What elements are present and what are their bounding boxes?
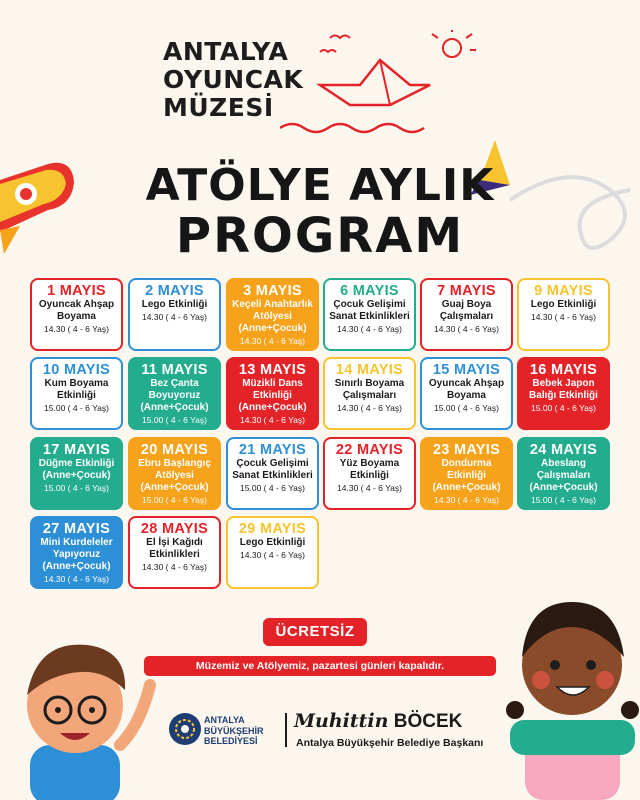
event-time: 15.00 ( 4 - 6 Yaş) [142, 415, 207, 425]
event-name: Çocuk Gelişimi Sanat Etkinlikleri [329, 299, 410, 322]
event-card [30, 278, 123, 351]
event-time: 14.30 ( 4 - 6 Yaş) [337, 403, 402, 413]
event-card [226, 437, 319, 510]
event-card [128, 437, 221, 510]
event-date: 16 MAYIS [529, 362, 598, 378]
museum-title-line: ANTALYA [163, 37, 289, 66]
event-card [226, 357, 319, 430]
event-card [128, 278, 221, 351]
event-date: 13 MAYIS [238, 362, 307, 378]
event-card [517, 437, 610, 510]
event-date: 2 MAYIS [145, 283, 204, 299]
mayor-title: Antalya Büyükşehir Belediye Başkanı [296, 737, 484, 749]
event-date: 1 MAYIS [47, 283, 106, 299]
logo-line: BELEDİYESİ [204, 736, 258, 746]
logo-line: BÜYÜKŞEHİR [204, 725, 264, 736]
event-name: Düğme Etkinliği (Anne+Çocuk) [38, 458, 115, 481]
event-card [30, 437, 123, 510]
event-name: Sınırlı Boyama Çalışmaları [334, 378, 405, 401]
event-date: 29 MAYIS [238, 521, 307, 537]
event-card [420, 437, 513, 510]
event-name: Müzikli Dans Etkinliği (Anne+Çocuk) [238, 378, 307, 413]
girl-illustration [505, 595, 640, 800]
event-time: 15.00 ( 4 - 6 Yaş) [44, 483, 109, 493]
free-badge: ÜCRETSİZ [263, 618, 367, 646]
event-date: 24 MAYIS [529, 442, 598, 458]
event-name: Mini Kurdeleler Yapıyoruz (Anne+Çocuk) [40, 537, 113, 572]
event-card [128, 357, 221, 430]
event-card [128, 516, 221, 589]
event-date: 27 MAYIS [42, 521, 111, 537]
event-date: 17 MAYIS [42, 442, 111, 458]
mayor-first-name: Muhittin [294, 710, 389, 732]
event-time: 14.30 ( 4 - 6 Yaş) [337, 324, 402, 334]
event-name: El İşi Kağıdı Etkinlikleri [146, 537, 203, 560]
museum-title-line: OYUNCAK [163, 65, 304, 94]
event-time: 15.00 ( 4 - 6 Yaş) [434, 403, 499, 413]
event-time: 14.30 ( 4 - 6 Yaş) [434, 495, 499, 505]
event-name: Bez Çanta Boyuyoruz (Anne+Çocuk) [140, 378, 209, 413]
event-date: 15 MAYIS [432, 362, 501, 378]
event-card [323, 278, 416, 351]
event-name: Bebek Japon Balığı Etkinliği [529, 378, 598, 401]
event-time: 15.00 ( 4 - 6 Yaş) [240, 483, 305, 493]
event-date: 6 MAYIS [340, 283, 399, 299]
event-time: 15.00 ( 4 - 6 Yaş) [531, 495, 596, 505]
event-name: Abeslang Çalışmaları (Anne+Çocuk) [529, 458, 598, 493]
mayor-name [294, 710, 462, 733]
logo-line: ANTALYA [204, 715, 245, 725]
municipality-logo-text [204, 715, 264, 747]
event-card [420, 278, 513, 351]
event-card [30, 357, 123, 430]
event-time: 14.30 ( 4 - 6 Yaş) [337, 483, 402, 493]
event-name: Dondurma Etkinliği (Anne+Çocuk) [432, 458, 501, 493]
event-date: 20 MAYIS [140, 442, 209, 458]
event-date: 10 MAYIS [42, 362, 111, 378]
event-date: 14 MAYIS [335, 362, 404, 378]
event-time: 14.30 ( 4 - 6 Yaş) [142, 312, 207, 322]
event-time: 14.30 ( 4 - 6 Yaş) [142, 562, 207, 572]
event-card [420, 357, 513, 430]
event-name: Lego Etkinliği [239, 537, 306, 548]
event-name: Çocuk Gelişimi Sanat Etkinlikleri [232, 458, 313, 481]
event-time: 14.30 ( 4 - 6 Yaş) [240, 415, 305, 425]
museum-title-line: MÜZESİ [163, 93, 274, 122]
event-name: Yüz Boyama Etkinliği [339, 458, 400, 481]
event-date: 11 MAYIS [141, 362, 208, 378]
event-time: 14.30 ( 4 - 6 Yaş) [531, 312, 596, 322]
event-card [323, 357, 416, 430]
event-card [226, 278, 319, 351]
page-title-line2: PROGRAM [175, 208, 465, 264]
event-name: Lego Etkinliği [141, 299, 208, 310]
event-card [517, 278, 610, 351]
event-date: 3 MAYIS [243, 283, 302, 299]
event-name: Ebru Başlangıç Atölyesi (Anne+Çocuk) [138, 458, 211, 493]
page-title-line1: ATÖLYE AYLIK [145, 160, 495, 211]
event-time: 14.30 ( 4 - 6 Yaş) [44, 574, 109, 584]
event-time: 14.30 ( 4 - 6 Yaş) [44, 324, 109, 334]
event-name: Guaj Boya Çalışmaları [439, 299, 494, 322]
page-title [0, 162, 640, 262]
event-card [30, 516, 123, 589]
event-date: 22 MAYIS [335, 442, 404, 458]
event-name: Oyuncak Ahşap Boyama [428, 378, 505, 401]
event-time: 15.00 ( 4 - 6 Yaş) [44, 403, 109, 413]
paper-boat-illustration [280, 30, 480, 140]
event-name: Lego Etkinliği [530, 299, 597, 310]
event-name: Kum Boyama Etkinliği [44, 378, 109, 401]
event-date: 21 MAYIS [238, 442, 307, 458]
event-card [517, 357, 610, 430]
event-date: 9 MAYIS [534, 283, 593, 299]
logo-divider [285, 713, 287, 747]
event-time: 15.00 ( 4 - 6 Yaş) [531, 403, 596, 413]
boy-illustration [0, 625, 175, 800]
event-time: 14.30 ( 4 - 6 Yaş) [434, 324, 499, 334]
event-card [323, 437, 416, 510]
event-date: 7 MAYIS [437, 283, 496, 299]
mayor-last-name: BÖCEK [393, 711, 463, 732]
event-name: Keçeli Anahtarlık Atölyesi (Anne+Çocuk) [232, 299, 313, 334]
event-time: 14.30 ( 4 - 6 Yaş) [240, 336, 305, 346]
event-name: Oyuncak Ahşap Boyama [38, 299, 115, 322]
municipality-logo-icon [168, 712, 202, 746]
event-card [226, 516, 319, 589]
event-date: 28 MAYIS [140, 521, 209, 537]
event-time: 15.00 ( 4 - 6 Yaş) [142, 495, 207, 505]
museum-title [163, 38, 303, 122]
event-time: 14.30 ( 4 - 6 Yaş) [240, 550, 305, 560]
event-date: 23 MAYIS [432, 442, 501, 458]
closed-notice: Müzemiz ve Atölyemiz, pazartesi günleri kapalıdır. [144, 656, 496, 676]
